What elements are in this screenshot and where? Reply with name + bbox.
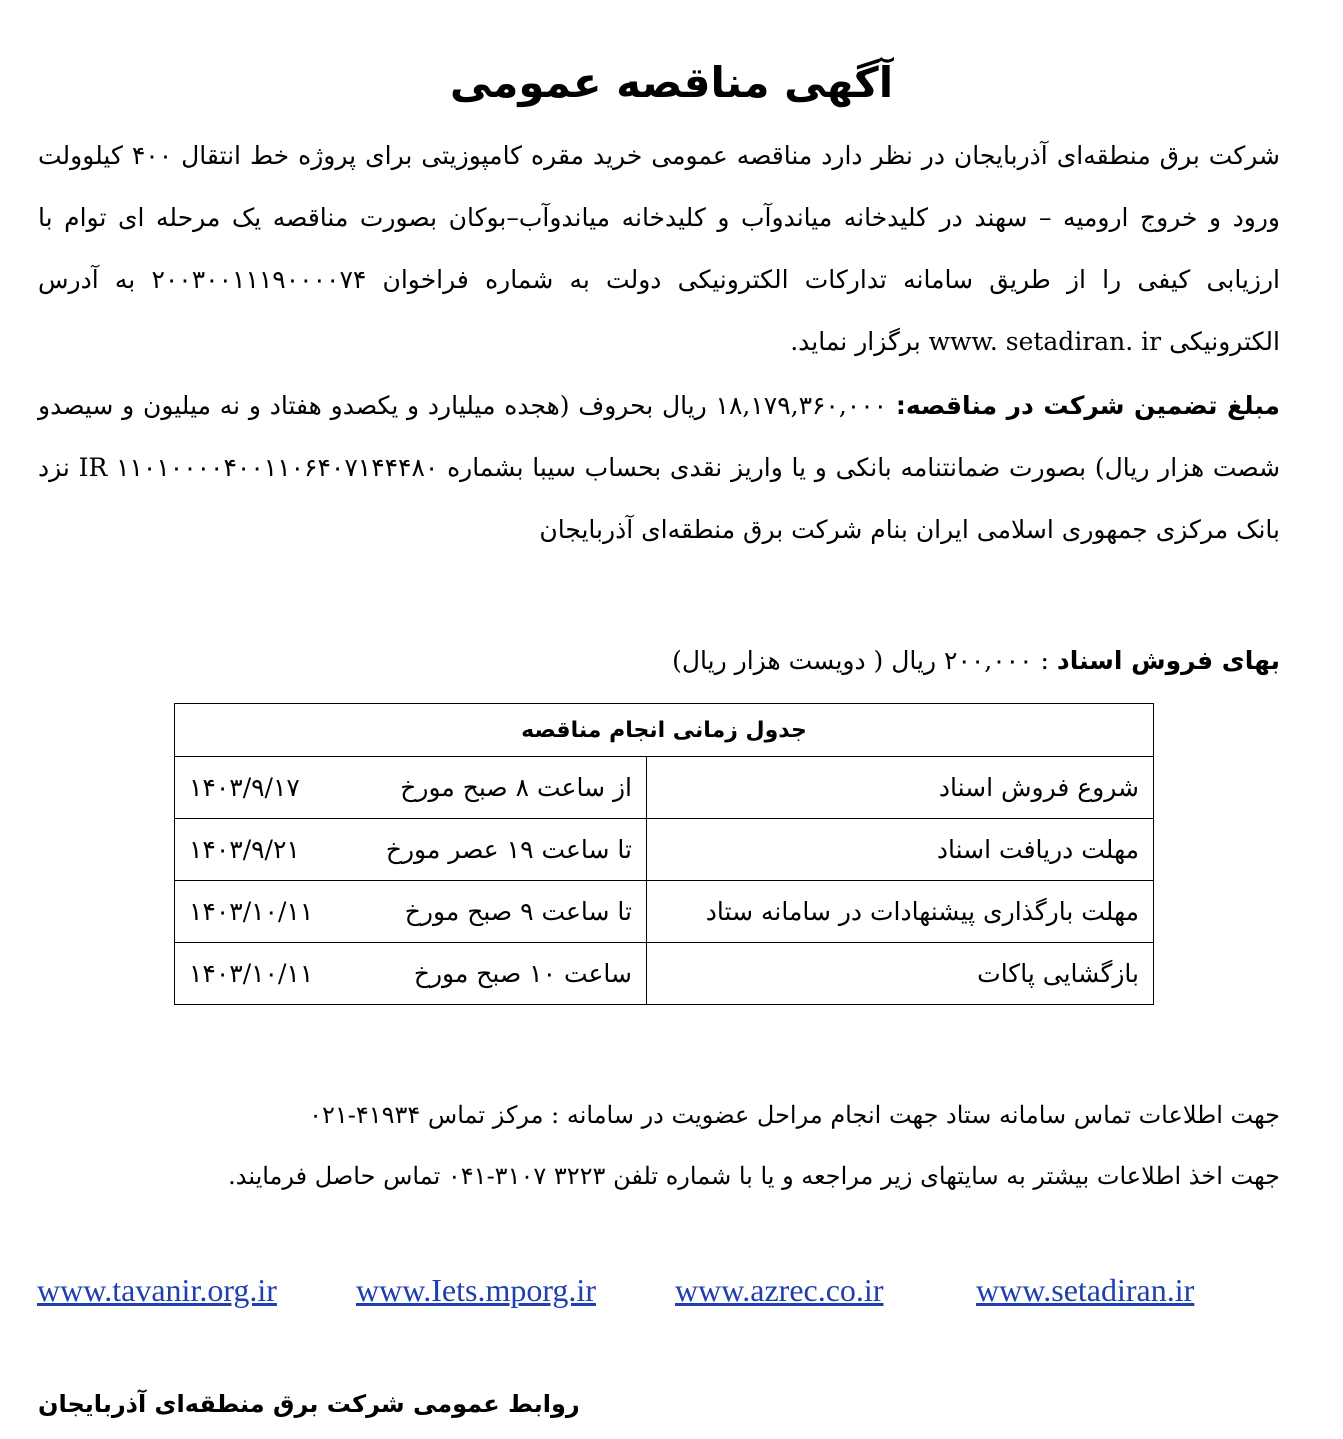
iban-prefix: IR xyxy=(78,453,108,482)
website-links xyxy=(0,1272,1343,1312)
contact-line-setad: جهت اطلاعات تماس سامانه ستاد جهت انجام مراحل عضویت در سامانه : مرکز تماس ۴۱۹۳۴-۰۲۱ xyxy=(309,1101,1280,1129)
guarantee-text: ۱۸,۱۷۹,۳۶۰,۰۰۰ ریال بحروف (هجده میلیارد و یکصدو هفتاد و نه میلیون و سیصدو شصت هزار ریال) بصورت ضمانتنامه بانکی و یا واریز نقدی بحساب سیبا بشماره xyxy=(38,391,1281,482)
link-azrec[interactable]: www.azrec.co.ir xyxy=(675,1272,884,1308)
schedule-title: جدول زمانی انجام مناقصه xyxy=(175,704,1154,757)
contact-line-phone: جهت اخذ اطلاعات بیشتر به سایتهای زیر مراجعه و یا با شماره تلفن ۳۲۲۳ ۳۱۰۷-۰۴۱ تماس حاصل فرمایند. xyxy=(228,1162,1280,1190)
guarantee-paragraph xyxy=(38,375,1280,561)
guarantee-label: مبلغ تضمین شرکت در مناقصه: xyxy=(895,391,1281,420)
link-iets[interactable]: www.Iets.mporg.ir xyxy=(356,1272,596,1308)
schedule-event: مهلت دریافت اسناد xyxy=(647,819,1154,881)
schedule-date: ۱۴۰۳/۹/۱۷ xyxy=(189,773,300,802)
document-price-value: : ۲۰۰,۰۰۰ ریال ( دویست هزار ریال) xyxy=(672,646,1049,675)
iban xyxy=(79,453,439,482)
document-price xyxy=(38,630,1280,692)
schedule-time: از ساعت ۸ صبح مورخ xyxy=(400,773,632,802)
schedule-when xyxy=(175,819,647,881)
table-row xyxy=(175,943,1154,1005)
guarantee-text-end: نزد بانک مرکزی جمهوری اسلامی ایران بنام شرکت برق منطقه‌ای آذربایجان xyxy=(38,453,1280,544)
schedule-when xyxy=(175,943,647,1005)
schedule-event: بازگشایی پاکات xyxy=(647,943,1154,1005)
intro-text: شرکت برق منطقه‌ای آذربایجان در نظر دارد مناقصه عمومی خرید مقره کامپوزیتی برای پروژه خط انتقال ۴۰۰ کیلوولت ورود و خروج ارومیه – سهند در کلیدخانه میاندوآب و کلیدخانه میاندوآب–بوکان بصورت مناقصه یک مرحله ای توام با ارزیابی کیفی را از طریق سامانه تدارکات الکترونیکی دولت به شماره فراخوان ۲۰۰۳۰۰۱۱۱۹۰۰۰۰۷۴ به آدرس الکترونیکی xyxy=(38,141,1280,356)
schedule-table xyxy=(174,703,1154,1005)
iban-number: ۱۱۰۱۰۰۰۰۴۰۰۱۱۰۶۴۰۷۱۴۴۴۸۰ xyxy=(116,453,439,482)
link-setadiran[interactable]: www.setadiran.ir xyxy=(976,1272,1195,1308)
schedule-date: ۱۴۰۳/۱۰/۱۱ xyxy=(189,897,314,926)
document-price-label: بهای فروش اسناد xyxy=(1056,646,1280,675)
schedule-when xyxy=(175,881,647,943)
schedule-when xyxy=(175,757,647,819)
table-row xyxy=(175,881,1154,943)
schedule-date: ۱۴۰۳/۱۰/۱۱ xyxy=(189,959,314,988)
intro-text-end: برگزار نماید. xyxy=(790,327,921,356)
schedule-time: تا ساعت ۹ صبح مورخ xyxy=(404,897,632,926)
footer-signature: روابط عمومی شرکت برق منطقه‌ای آذربایجان xyxy=(38,1390,580,1418)
intro-paragraph xyxy=(38,125,1280,373)
schedule-time: ساعت ۱۰ صبح مورخ xyxy=(413,959,632,988)
schedule-event: شروع فروش اسناد xyxy=(647,757,1154,819)
table-row xyxy=(175,757,1154,819)
table-row xyxy=(175,819,1154,881)
page-title: آگهی مناقصه عمومی xyxy=(449,58,894,107)
schedule-time: تا ساعت ۱۹ عصر مورخ xyxy=(385,835,632,864)
schedule-event: مهلت بارگذاری پیشنهادات در سامانه ستاد xyxy=(647,881,1154,943)
intro-url: www. setadiran. ir xyxy=(928,327,1162,356)
schedule-date: ۱۴۰۳/۹/۲۱ xyxy=(189,835,300,864)
link-tavanir[interactable]: www.tavanir.org.ir xyxy=(37,1272,277,1308)
